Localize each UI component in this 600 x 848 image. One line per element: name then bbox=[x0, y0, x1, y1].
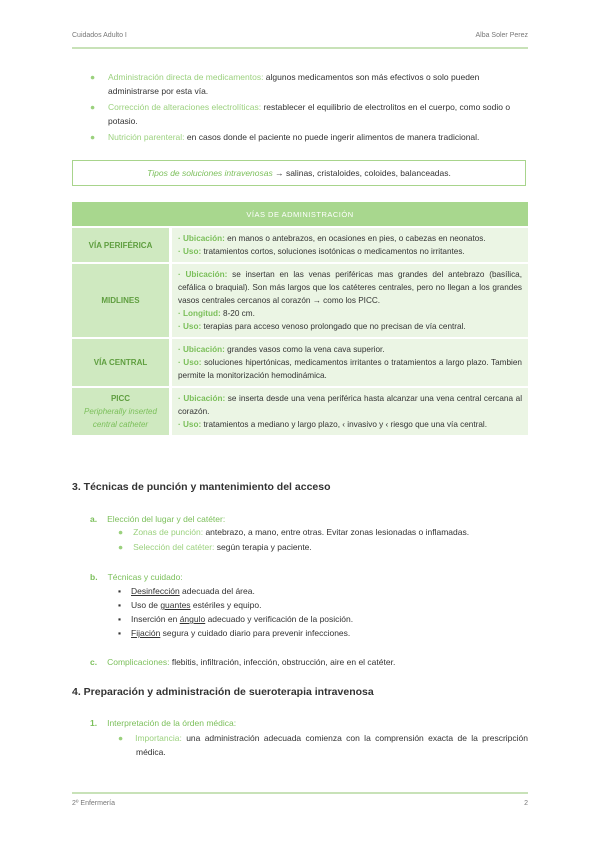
administration-routes-table bbox=[72, 202, 528, 437]
item-label: Técnicas y cuidado: bbox=[107, 572, 183, 582]
page-footer bbox=[72, 800, 528, 807]
bullet-key: Corrección de alteraciones electrolíticas: bbox=[108, 102, 262, 112]
bullet-key: Administración directa de medicamentos: bbox=[108, 72, 264, 82]
row-value bbox=[171, 387, 529, 436]
sub-underlined: guantes bbox=[160, 600, 191, 610]
intro-bullet bbox=[72, 100, 528, 128]
line-key: · Ubicación: bbox=[178, 270, 228, 279]
sub-item bbox=[118, 612, 528, 626]
table-row bbox=[72, 338, 528, 387]
sub-underlined: Desinfección bbox=[131, 586, 180, 596]
sub-text: Uso de bbox=[131, 600, 161, 610]
row-line bbox=[178, 307, 522, 320]
line-key: · Ubicación: bbox=[178, 394, 226, 403]
line-key: · Uso: bbox=[178, 420, 202, 429]
line-text: soluciones hipertónicas, medicamentos irritantes o tratamientos a largo plazo. Tambien permite la monitorización hemodinámica. bbox=[178, 358, 522, 380]
line-text: se inserta desde una vena periférica hasta alcanzar una vena central cercana al corazón. bbox=[178, 394, 523, 416]
row-line bbox=[178, 392, 522, 418]
sub-text: estériles y equipo. bbox=[190, 600, 262, 610]
row-line bbox=[178, 320, 522, 333]
item-text: flebitis, infiltración, infección, obstrucción, aire en el catéter. bbox=[169, 657, 396, 667]
sub-text: una administración adecuada comienza con la comprensión exacta de la prescripción médica. bbox=[136, 733, 528, 757]
line-text: tratamientos a mediano y largo plazo, ‹ invasivo y ‹ riesgo que una vía central. bbox=[201, 420, 488, 429]
bullet-icon: ● bbox=[90, 132, 96, 142]
line-key: · Uso: bbox=[178, 247, 202, 256]
item-number: c. bbox=[90, 657, 98, 667]
line-key: · Ubicación: bbox=[178, 345, 225, 354]
row-label-text: MIDLINES bbox=[101, 296, 140, 305]
intro-bullet-list bbox=[72, 70, 528, 146]
row-label-text: PICC bbox=[110, 394, 131, 403]
page-header bbox=[72, 32, 528, 39]
row-label-text: VÍA PERIFÉRICA bbox=[88, 240, 153, 250]
bullet-icon: ● bbox=[118, 542, 124, 552]
item-1 bbox=[90, 718, 236, 728]
sub-item bbox=[118, 598, 528, 612]
bullet-text: algunos medicamentos son más efectivos o solo pueden administrarse por esta vía. bbox=[108, 72, 480, 96]
bullet-text: en casos donde el paciente no puede ingerir alimentos de manera tradicional. bbox=[184, 132, 480, 142]
sub-text: antebrazo, a mano, entre otras. Evitar zonas lesionadas o inflamadas. bbox=[203, 527, 470, 537]
sub-key: Importancia: bbox=[135, 733, 182, 743]
solution-types-box bbox=[72, 160, 526, 186]
row-value bbox=[171, 227, 529, 263]
box-text: → salinas, cristaloides, coloides, balanceadas. bbox=[272, 168, 451, 178]
line-key: · Longitud: bbox=[178, 309, 221, 318]
bullet-text: restablecer el equilibrio de electrolitos en el cuerpo, como sodio o potasio. bbox=[108, 102, 511, 126]
sub-item bbox=[118, 626, 528, 640]
box-emphasis: Tipos de soluciones intravenosas bbox=[147, 168, 273, 178]
row-value bbox=[171, 338, 529, 387]
square-bullet-icon: ▪ bbox=[118, 586, 122, 596]
table-row bbox=[72, 263, 528, 338]
row-value bbox=[171, 263, 529, 338]
item-label: Complicaciones: bbox=[107, 657, 170, 667]
line-key: · Uso: bbox=[178, 358, 202, 367]
line-text: grandes vasos como la vena cava superior. bbox=[224, 345, 385, 354]
line-text: terapias para acceso venoso prolongado que no precisan de vía central. bbox=[201, 322, 466, 331]
row-label bbox=[72, 338, 171, 387]
sub-underlined: ángulo bbox=[179, 614, 206, 624]
square-bullet-icon: ▪ bbox=[118, 600, 122, 610]
sub-item bbox=[118, 731, 528, 759]
line-key: · Uso: bbox=[178, 322, 202, 331]
sub-text: adecuada del área. bbox=[179, 586, 255, 596]
line-text: se insertan en las venas periféricas mas grandes del antebrazo (basílica, cefálica o braquial). Son más largos que los catéteres centrales, pero no llegan a los grandes vasos centrales cercanos al corazón → como los PICC. bbox=[178, 270, 522, 305]
line-text: tratamientos cortos, soluciones isotónicas o medicamentos no irritantes. bbox=[201, 247, 465, 256]
item-b bbox=[90, 572, 183, 582]
intro-bullet bbox=[72, 130, 528, 144]
header-right: Alba Soler Perez bbox=[475, 32, 528, 39]
bullet-icon: ● bbox=[118, 733, 126, 743]
sub-text: Inserción en bbox=[131, 614, 180, 624]
table-title: VÍAS DE ADMINISTRACIÓN bbox=[72, 202, 528, 227]
row-line bbox=[178, 268, 522, 307]
row-line bbox=[178, 418, 522, 431]
footer-left: 2º Enfermería bbox=[72, 800, 116, 807]
sub-key: Selección del catéter: bbox=[133, 542, 215, 552]
sub-item bbox=[118, 540, 528, 554]
item-number: b. bbox=[90, 572, 98, 582]
page-number: 2 bbox=[524, 800, 528, 807]
section-4-title: 4. Preparación y administración de sueroterapia intravenosa bbox=[72, 686, 374, 698]
intro-bullet bbox=[72, 70, 528, 98]
row-sublabel: Peripherally inserted central catheter bbox=[84, 407, 157, 429]
sub-text: segura y cuidado diario para prevenir infecciones. bbox=[160, 628, 351, 638]
line-key: · Ubicación: bbox=[178, 234, 225, 243]
table-row bbox=[72, 227, 528, 263]
sub-underlined: Fijación bbox=[131, 628, 161, 638]
line-text: en manos o antebrazos, en ocasiones en pies, o cabezas en neonatos. bbox=[224, 234, 486, 243]
header-divider bbox=[72, 47, 528, 49]
row-line bbox=[178, 232, 522, 245]
table-row bbox=[72, 387, 528, 436]
row-label bbox=[72, 387, 171, 436]
bullet-icon: ● bbox=[90, 72, 96, 82]
item-label: Interpretación de la órden médica: bbox=[107, 718, 237, 728]
bullet-key: Nutrición parenteral: bbox=[108, 132, 185, 142]
item-c bbox=[90, 657, 395, 667]
sub-key: Zonas de punción: bbox=[133, 527, 204, 537]
bullet-icon: ● bbox=[90, 102, 96, 112]
sub-text: según terapia y paciente. bbox=[214, 542, 312, 552]
square-bullet-icon: ▪ bbox=[118, 628, 122, 638]
row-line bbox=[178, 245, 522, 258]
sub-text: adecuado y verificación de la posición. bbox=[205, 614, 354, 624]
sub-item bbox=[118, 584, 528, 598]
item-number: a. bbox=[90, 514, 98, 524]
row-line bbox=[178, 356, 522, 382]
item-a bbox=[90, 514, 225, 524]
sub-item bbox=[118, 525, 528, 539]
row-label bbox=[72, 263, 171, 338]
square-bullet-icon: ▪ bbox=[118, 614, 122, 624]
row-line bbox=[178, 343, 522, 356]
row-label bbox=[72, 227, 171, 263]
line-text: 8-20 cm. bbox=[220, 309, 255, 318]
section-3-title: 3. Técnicas de punción y mantenimiento del acceso bbox=[72, 481, 331, 493]
header-left: Cuidados Adulto I bbox=[72, 32, 127, 39]
footer-divider bbox=[72, 792, 528, 794]
bullet-icon: ● bbox=[118, 527, 124, 537]
row-label-text: VÍA CENTRAL bbox=[93, 358, 148, 367]
item-number: 1. bbox=[90, 718, 98, 728]
item-label: Elección del lugar y del catéter: bbox=[107, 514, 226, 524]
